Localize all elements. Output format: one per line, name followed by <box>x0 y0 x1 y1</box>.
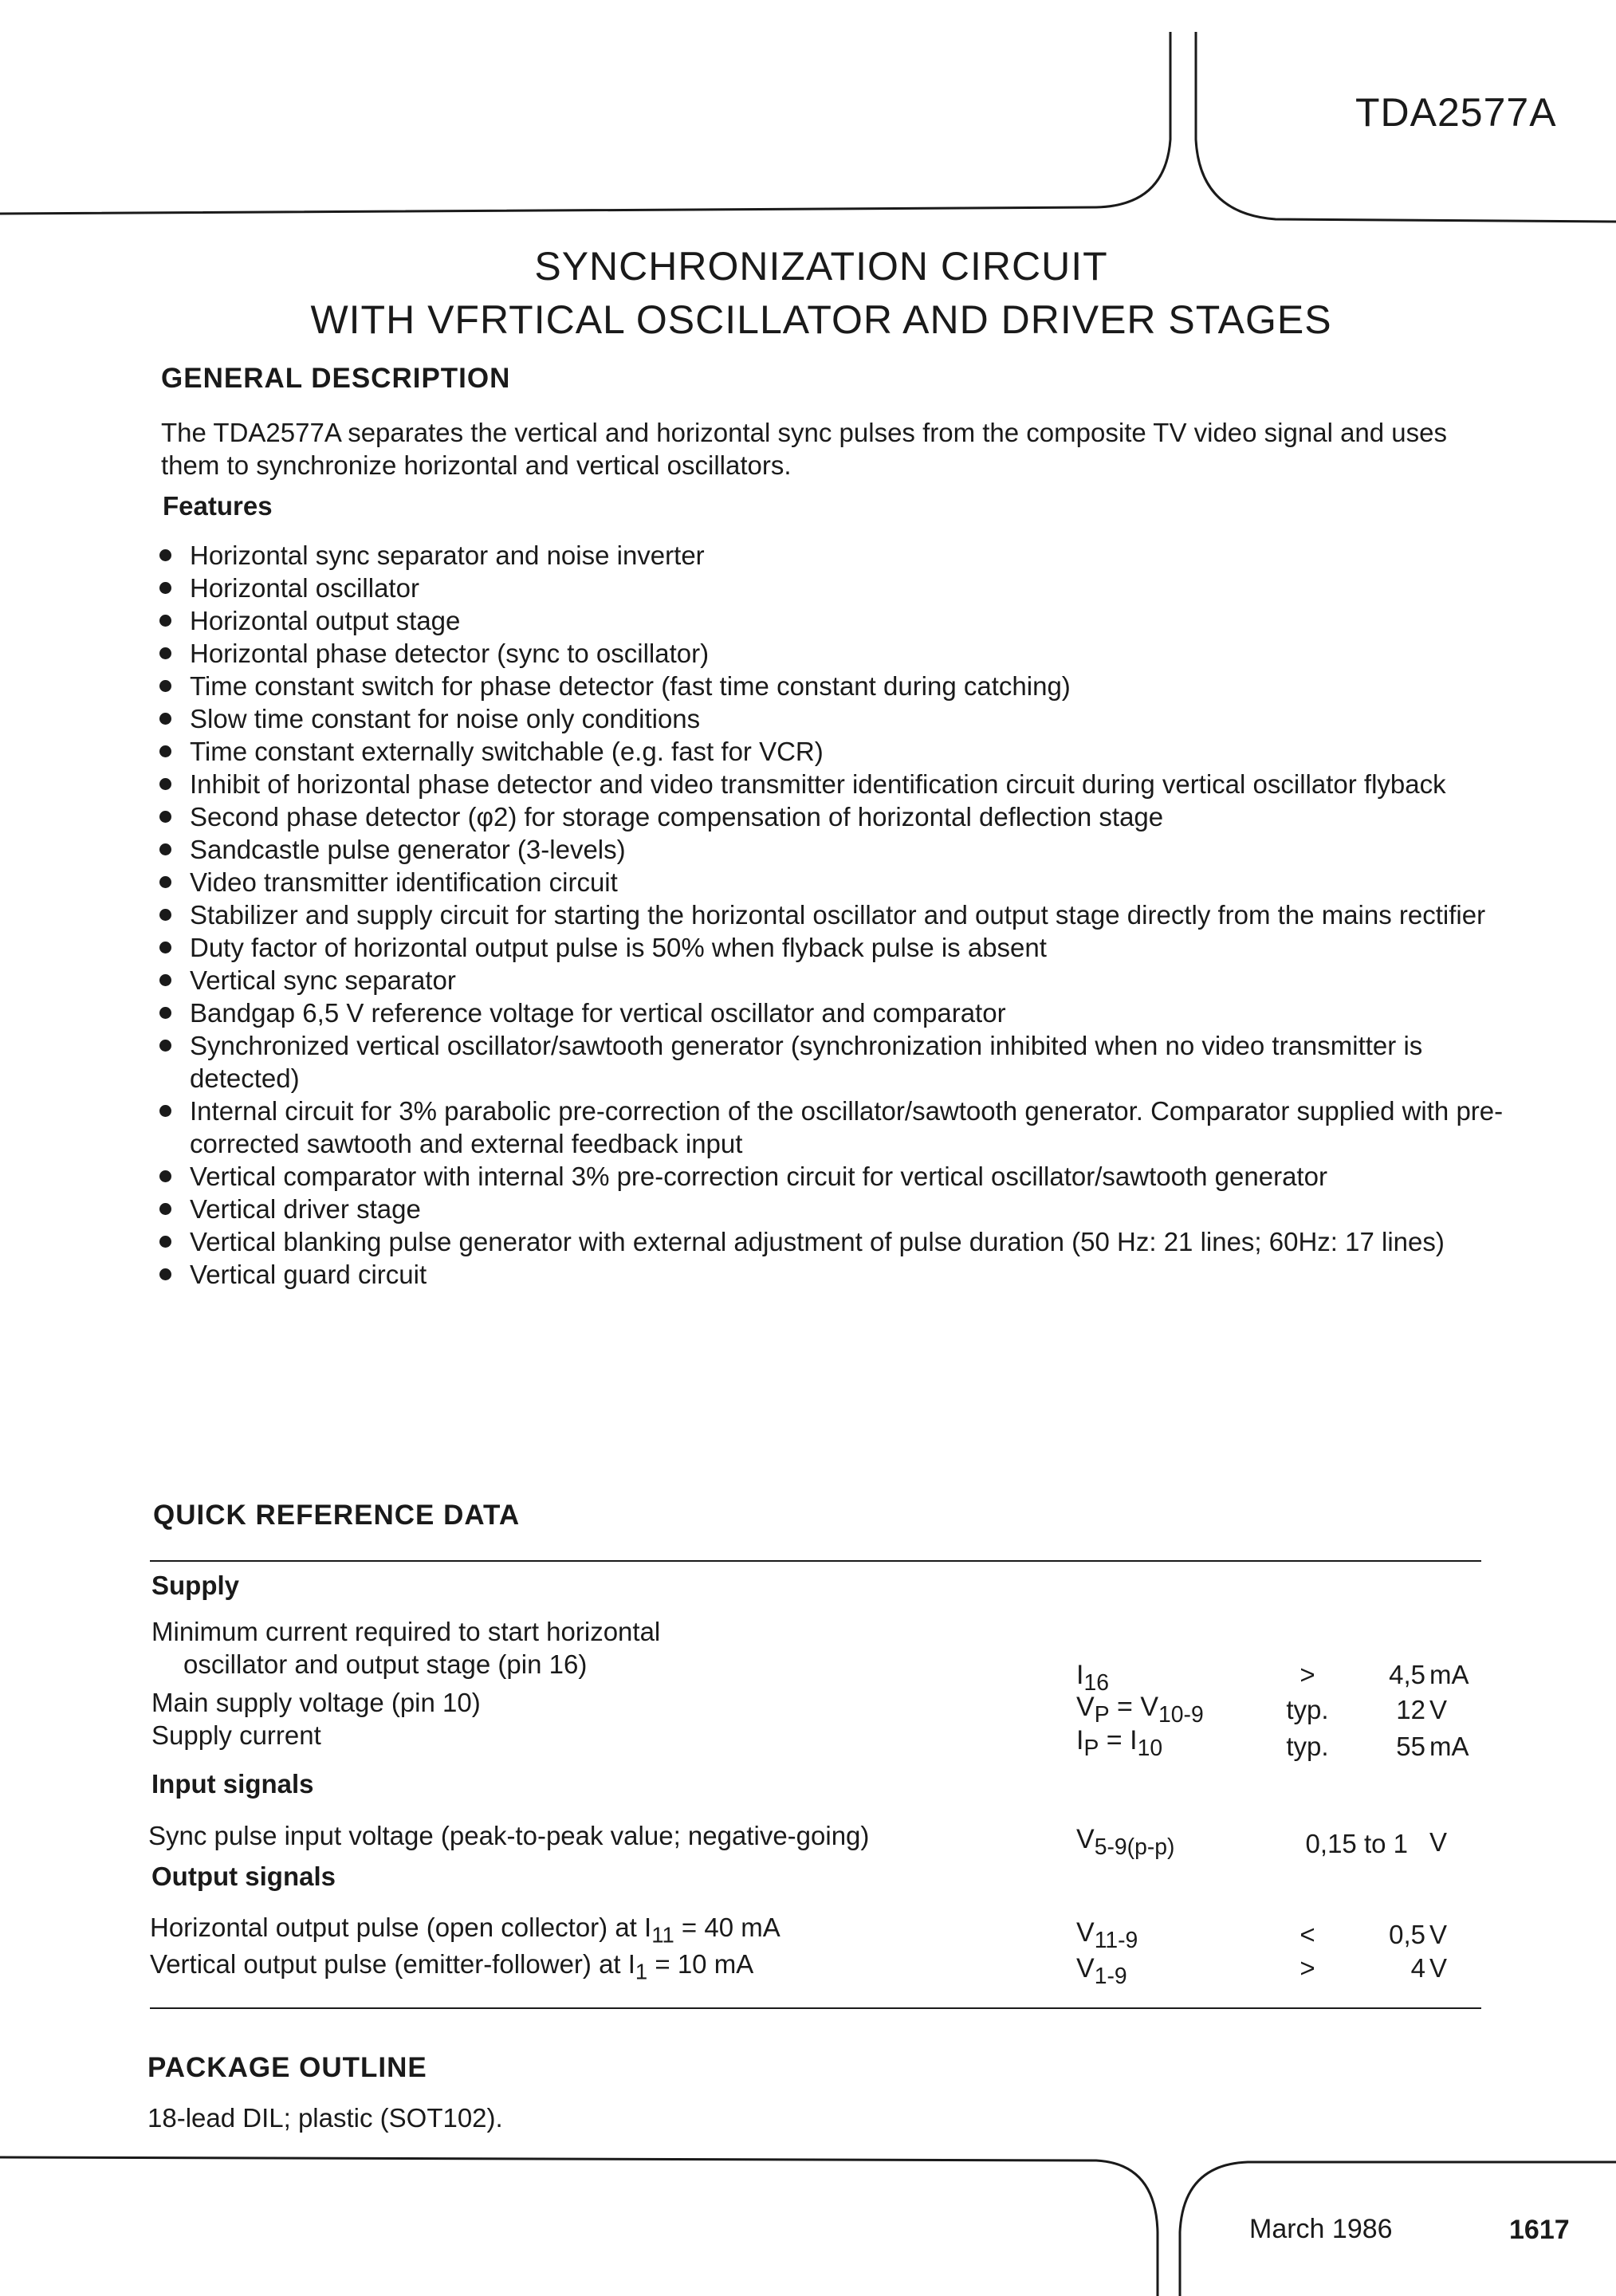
feature-item: Sandcastle pulse generator (3-levels) <box>153 833 1508 866</box>
feature-item: Horizontal oscillator <box>153 572 1508 604</box>
feature-item: Time constant externally switchable (e.g. fast for VCR) <box>153 735 1508 768</box>
package-outline-text: 18-lead DIL; plastic (SOT102). <box>147 2103 503 2133</box>
start-current-value: 4,5 <box>1389 1660 1425 1689</box>
horizontal-output-unit: V <box>1429 1920 1448 1949</box>
package-outline-heading: PACKAGE OUTLINE <box>147 2052 427 2083</box>
sync-pulse-value: 0,15 to 1 <box>1305 1829 1408 1858</box>
features-list <box>153 539 1508 1291</box>
horizontal-output-value: 0,5 <box>1389 1920 1425 1949</box>
title-line-1: SYNCHRONIZATION CIRCUIT <box>534 244 1108 289</box>
part-number: TDA2577A <box>1355 90 1557 135</box>
supply-current-unit: mA <box>1429 1732 1469 1761</box>
supply-group-label: Supply <box>151 1571 240 1600</box>
footer-rule-left <box>0 2157 1158 2296</box>
feature-item: Vertical blanking pulse generator with external adjustment of pulse duration (50 Hz: 21 lines; 60Hz: 17 lines) <box>153 1225 1508 1258</box>
start-current-desc-line2: oscillator and output stage (pin 16) <box>183 1649 588 1679</box>
start-current-desc-line1: Minimum current required to start horizontal <box>151 1617 661 1646</box>
vertical-output-unit: V <box>1429 1953 1448 1983</box>
general-description-text: The TDA2577A separates the vertical and horizontal sync pulses from the composite TV video signal and uses them to synchronize horizontal and vertical oscillators. <box>161 418 1448 480</box>
start-current-condition: > <box>1299 1660 1315 1689</box>
feature-item: Time constant switch for phase detector (fast time constant during catching) <box>153 670 1508 702</box>
supply-current-value: 55 <box>1396 1732 1425 1761</box>
header-rule-left <box>0 32 1170 214</box>
supply-voltage-unit: V <box>1429 1695 1448 1724</box>
supply-voltage-condition: typ. <box>1286 1695 1329 1724</box>
quick-reference-bottom-rule <box>150 2007 1481 2009</box>
feature-item: Bandgap 6,5 V reference voltage for vertical oscillator and comparator <box>153 997 1508 1029</box>
footer-date: March 1986 <box>1249 2214 1393 2244</box>
feature-item: Stabilizer and supply circuit for starting the horizontal oscillator and output stage directly from the mains rectifier <box>153 898 1508 931</box>
feature-item: Synchronized vertical oscillator/sawtooth generator (synchronization inhibited when no video transmitter is detected) <box>153 1029 1508 1095</box>
supply-voltage-value: 12 <box>1396 1695 1425 1724</box>
features-heading: Features <box>163 491 273 521</box>
sync-pulse-symbol: $V_{5-9(p-p)}$ <box>1076 1824 1175 1860</box>
feature-item: Vertical guard circuit <box>153 1258 1508 1291</box>
horizontal-output-condition: < <box>1299 1920 1315 1949</box>
supply-current-condition: typ. <box>1286 1732 1329 1761</box>
horizontal-output-symbol: $V_{11-9}$ <box>1076 1917 1138 1953</box>
start-current-unit: mA <box>1429 1660 1469 1689</box>
supply-current-symbol: $I_P = I_{10}$ <box>1076 1725 1163 1761</box>
sync-pulse-desc: Sync pulse input voltage (peak-to-peak value; negative-going) <box>148 1821 870 1850</box>
feature-item: Horizontal sync separator and noise inverter <box>153 539 1508 572</box>
sync-pulse-unit: V <box>1429 1827 1448 1857</box>
vertical-output-value: 4 <box>1410 1953 1425 1983</box>
input-signals-label: Input signals <box>151 1769 314 1799</box>
feature-item: Horizontal output stage <box>153 604 1508 637</box>
supply-current-desc: Supply current <box>151 1720 321 1750</box>
start-current-symbol: $I_{16}$ <box>1076 1660 1109 1696</box>
horizontal-output-desc: Horizontal output pulse (open collector) at $I_{11} = 40$ mA <box>150 1913 780 1948</box>
feature-item: Internal circuit for 3% parabolic pre-correction of the oscillator/sawtooth generator. Comparator supplied with pre-corrected sawtooth and external feedback input <box>153 1095 1508 1160</box>
supply-voltage-symbol: $V_P = V_{10-9}$ <box>1076 1692 1204 1728</box>
footer-page-number: 1617 <box>1509 2215 1570 2245</box>
feature-item: Horizontal phase detector (sync to oscillator) <box>153 637 1508 670</box>
vertical-output-symbol: $V_{1-9}$ <box>1076 1953 1127 1989</box>
feature-item: Video transmitter identification circuit <box>153 866 1508 898</box>
quick-reference-heading: QUICK REFERENCE DATA <box>153 1500 521 1531</box>
feature-item: Vertical sync separator <box>153 964 1508 997</box>
general-description-heading: GENERAL DESCRIPTION <box>161 363 511 394</box>
feature-item: Second phase detector (φ2) for storage compensation of horizontal deflection stage <box>153 800 1508 833</box>
vertical-output-desc: Vertical output pulse (emitter-follower) at $I_1 = 10$ mA <box>150 1949 754 1984</box>
feature-item: Inhibit of horizontal phase detector and video transmitter identification circuit during vertical oscillator flyback <box>153 768 1508 800</box>
title-line-2: WITH VFRTICAL OSCILLATOR AND DRIVER STAGES <box>310 297 1332 342</box>
vertical-output-condition: > <box>1299 1953 1315 1983</box>
feature-item: Slow time constant for noise only conditions <box>153 702 1508 735</box>
quick-reference-top-rule <box>150 1560 1481 1562</box>
feature-item: Vertical driver stage <box>153 1193 1508 1225</box>
output-signals-label: Output signals <box>151 1862 336 1891</box>
feature-item: Vertical comparator with internal 3% pre-correction circuit for vertical oscillator/sawtooth generator <box>153 1160 1508 1193</box>
supply-voltage-desc: Main supply voltage (pin 10) <box>151 1688 481 1717</box>
feature-item: Duty factor of horizontal output pulse is 50% when flyback pulse is absent <box>153 931 1508 964</box>
